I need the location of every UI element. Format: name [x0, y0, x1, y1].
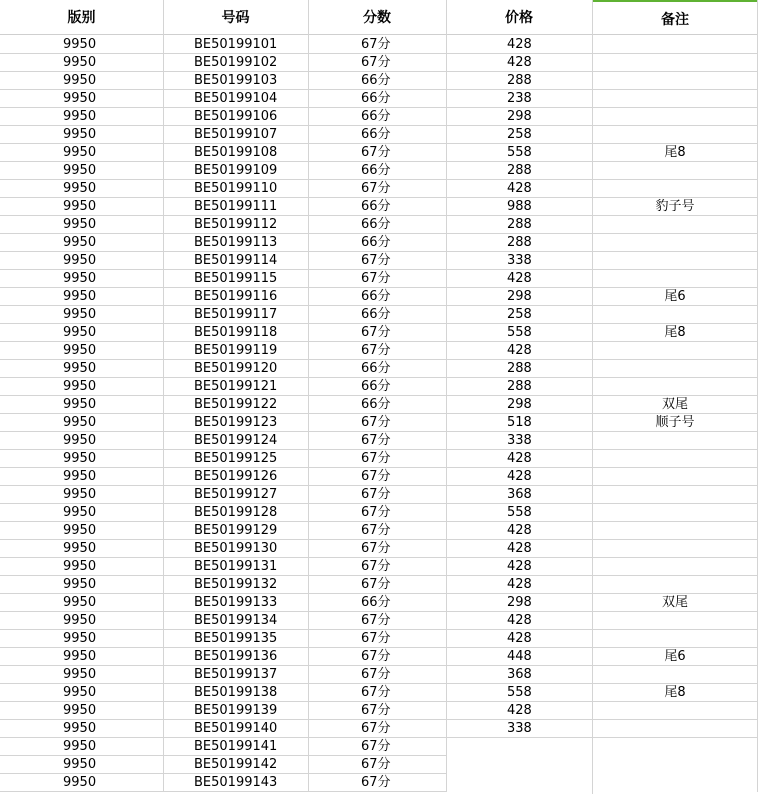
note-cell[interactable]	[592, 522, 758, 540]
number-cell[interactable]: BE50199122	[163, 396, 308, 414]
table-row	[0, 576, 758, 594]
edition-cell[interactable]: 9950	[0, 306, 163, 324]
table-row	[0, 630, 758, 648]
table-row	[0, 414, 758, 432]
edition-cell[interactable]: 9950	[0, 558, 163, 576]
number-cell[interactable]: BE50199139	[163, 702, 308, 720]
score-cell[interactable]: 67分	[308, 576, 446, 594]
note-cell[interactable]: 尾6	[592, 288, 758, 306]
number-cell[interactable]: BE50199118	[163, 324, 308, 342]
note-cell[interactable]	[592, 252, 758, 270]
note-cell[interactable]: 尾6	[592, 648, 758, 666]
score-cell[interactable]: 67分	[308, 270, 446, 288]
note-cell[interactable]	[592, 666, 758, 684]
edition-cell[interactable]: 9950	[0, 576, 163, 594]
note-cell[interactable]	[592, 540, 758, 558]
note-cell[interactable]	[592, 756, 758, 774]
price-cell[interactable]: 428	[446, 450, 592, 468]
score-cell[interactable]: 67分	[308, 468, 446, 486]
price-cell[interactable]: 558	[446, 144, 592, 162]
score-cell[interactable]: 66分	[308, 594, 446, 612]
price-cell[interactable]: 338	[446, 432, 592, 450]
edition-cell[interactable]: 9950	[0, 630, 163, 648]
edition-cell[interactable]: 9950	[0, 684, 163, 702]
header-row	[0, 0, 758, 36]
table-row	[0, 774, 758, 792]
number-cell[interactable]: BE50199104	[163, 90, 308, 108]
number-cell[interactable]: BE50199133	[163, 594, 308, 612]
price-cell[interactable]: 428	[446, 612, 592, 630]
table-row	[0, 666, 758, 684]
score-cell[interactable]: 67分	[308, 522, 446, 540]
score-cell[interactable]: 67分	[308, 252, 446, 270]
score-cell[interactable]: 67分	[308, 342, 446, 360]
edition-cell[interactable]: 9950	[0, 252, 163, 270]
score-cell[interactable]: 67分	[308, 486, 446, 504]
price-cell[interactable]: 288	[446, 72, 592, 90]
table-row	[0, 234, 758, 252]
number-cell[interactable]: BE50199138	[163, 684, 308, 702]
grid-divider	[592, 738, 593, 794]
score-cell[interactable]: 66分	[308, 378, 446, 396]
grid-divider	[446, 0, 447, 792]
table-row	[0, 288, 758, 306]
number-cell[interactable]: BE50199125	[163, 450, 308, 468]
note-cell[interactable]: 豹子号	[592, 198, 758, 216]
note-cell[interactable]	[592, 774, 758, 792]
edition-cell[interactable]: 9950	[0, 360, 163, 378]
header-edition[interactable]: 版别	[0, 0, 163, 35]
note-cell[interactable]	[592, 72, 758, 90]
edition-cell[interactable]: 9950	[0, 234, 163, 252]
score-cell[interactable]: 67分	[308, 54, 446, 72]
score-cell[interactable]: 66分	[308, 288, 446, 306]
score-cell[interactable]: 66分	[308, 198, 446, 216]
note-cell[interactable]: 双尾	[592, 396, 758, 414]
number-cell[interactable]: BE50199135	[163, 630, 308, 648]
note-cell[interactable]	[592, 360, 758, 378]
number-cell[interactable]: BE50199109	[163, 162, 308, 180]
note-cell[interactable]	[592, 216, 758, 234]
price-cell[interactable]: 368	[446, 486, 592, 504]
number-cell[interactable]: BE50199111	[163, 198, 308, 216]
edition-cell[interactable]: 9950	[0, 162, 163, 180]
price-cell[interactable]: 428	[446, 540, 592, 558]
note-cell[interactable]	[592, 702, 758, 720]
number-cell[interactable]: BE50199129	[163, 522, 308, 540]
edition-cell[interactable]: 9950	[0, 180, 163, 198]
price-cell[interactable]: 338	[446, 252, 592, 270]
score-cell[interactable]: 66分	[308, 72, 446, 90]
score-cell[interactable]: 67分	[308, 504, 446, 522]
price-cell[interactable]: 288	[446, 234, 592, 252]
note-cell[interactable]	[592, 630, 758, 648]
score-cell[interactable]: 66分	[308, 216, 446, 234]
header-price[interactable]: 价格	[446, 0, 592, 35]
note-cell[interactable]	[592, 720, 758, 738]
score-cell[interactable]: 67分	[308, 36, 446, 54]
number-cell[interactable]: BE50199115	[163, 270, 308, 288]
price-cell[interactable]	[446, 774, 592, 792]
note-cell[interactable]	[592, 36, 758, 54]
price-cell[interactable]: 428	[446, 180, 592, 198]
price-cell[interactable]: 428	[446, 522, 592, 540]
grid-divider	[592, 0, 593, 738]
edition-cell[interactable]: 9950	[0, 126, 163, 144]
number-cell[interactable]: BE50199132	[163, 576, 308, 594]
number-cell[interactable]: BE50199103	[163, 72, 308, 90]
table-row	[0, 702, 758, 720]
header-note[interactable]: 备注	[592, 0, 758, 35]
edition-cell[interactable]: 9950	[0, 468, 163, 486]
edition-cell[interactable]: 9950	[0, 216, 163, 234]
edition-cell[interactable]: 9950	[0, 432, 163, 450]
number-cell[interactable]: BE50199120	[163, 360, 308, 378]
note-cell[interactable]	[592, 612, 758, 630]
note-cell[interactable]	[592, 234, 758, 252]
table-row	[0, 504, 758, 522]
edition-cell[interactable]: 9950	[0, 666, 163, 684]
price-cell[interactable]: 258	[446, 126, 592, 144]
table-row	[0, 216, 758, 234]
note-cell[interactable]	[592, 468, 758, 486]
price-cell[interactable]: 428	[446, 342, 592, 360]
edition-cell[interactable]: 9950	[0, 738, 163, 756]
score-cell[interactable]: 67分	[308, 666, 446, 684]
price-cell[interactable]: 288	[446, 378, 592, 396]
number-cell[interactable]: BE50199131	[163, 558, 308, 576]
price-cell[interactable]: 288	[446, 162, 592, 180]
number-cell[interactable]: BE50199117	[163, 306, 308, 324]
table-row	[0, 432, 758, 450]
edition-cell[interactable]: 9950	[0, 648, 163, 666]
number-cell[interactable]: BE50199124	[163, 432, 308, 450]
edition-cell[interactable]: 9950	[0, 612, 163, 630]
score-cell[interactable]: 66分	[308, 306, 446, 324]
note-cell[interactable]	[592, 180, 758, 198]
note-cell[interactable]	[592, 306, 758, 324]
number-cell[interactable]: BE50199128	[163, 504, 308, 522]
note-cell[interactable]: 尾8	[592, 684, 758, 702]
edition-cell[interactable]: 9950	[0, 522, 163, 540]
table-row	[0, 738, 758, 756]
price-cell[interactable]: 238	[446, 90, 592, 108]
score-cell[interactable]: 67分	[308, 144, 446, 162]
table-row	[0, 90, 758, 108]
score-cell[interactable]: 66分	[308, 108, 446, 126]
number-cell[interactable]: BE50199113	[163, 234, 308, 252]
score-cell[interactable]: 66分	[308, 90, 446, 108]
score-cell[interactable]: 66分	[308, 126, 446, 144]
edition-cell[interactable]: 9950	[0, 486, 163, 504]
table-row	[0, 270, 758, 288]
table-row	[0, 180, 758, 198]
number-cell[interactable]: BE50199116	[163, 288, 308, 306]
table-row	[0, 450, 758, 468]
price-cell[interactable]: 428	[446, 468, 592, 486]
price-cell[interactable]: 288	[446, 360, 592, 378]
table-row	[0, 342, 758, 360]
score-cell[interactable]: 67分	[308, 414, 446, 432]
score-cell[interactable]: 66分	[308, 360, 446, 378]
edition-cell[interactable]: 9950	[0, 396, 163, 414]
edition-cell[interactable]: 9950	[0, 36, 163, 54]
score-cell[interactable]: 67分	[308, 630, 446, 648]
number-cell[interactable]: BE50199143	[163, 774, 308, 792]
grid-divider	[163, 0, 164, 792]
edition-cell[interactable]: 9950	[0, 774, 163, 792]
price-cell[interactable]: 298	[446, 288, 592, 306]
table-row	[0, 54, 758, 72]
edition-cell[interactable]: 9950	[0, 90, 163, 108]
edition-cell[interactable]: 9950	[0, 324, 163, 342]
score-cell[interactable]: 67分	[308, 180, 446, 198]
edition-cell[interactable]: 9950	[0, 702, 163, 720]
score-cell[interactable]: 67分	[308, 450, 446, 468]
number-cell[interactable]: BE50199112	[163, 216, 308, 234]
note-cell[interactable]	[592, 378, 758, 396]
number-cell[interactable]: BE50199107	[163, 126, 308, 144]
table-row	[0, 648, 758, 666]
note-cell[interactable]	[592, 558, 758, 576]
price-cell[interactable]: 428	[446, 630, 592, 648]
number-cell[interactable]: BE50199141	[163, 738, 308, 756]
table-row	[0, 324, 758, 342]
table-row	[0, 306, 758, 324]
note-cell[interactable]	[592, 504, 758, 522]
price-cell[interactable]: 298	[446, 594, 592, 612]
table-row	[0, 756, 758, 774]
price-cell[interactable]	[446, 756, 592, 774]
score-cell[interactable]: 67分	[308, 432, 446, 450]
note-cell[interactable]	[592, 432, 758, 450]
price-cell[interactable]: 338	[446, 720, 592, 738]
price-cell[interactable]: 558	[446, 504, 592, 522]
price-cell[interactable]	[446, 738, 592, 756]
price-cell[interactable]: 298	[446, 108, 592, 126]
edition-cell[interactable]: 9950	[0, 144, 163, 162]
score-cell[interactable]: 67分	[308, 702, 446, 720]
price-cell[interactable]: 558	[446, 324, 592, 342]
table-row	[0, 522, 758, 540]
number-cell[interactable]: BE50199114	[163, 252, 308, 270]
number-cell[interactable]: BE50199126	[163, 468, 308, 486]
table-row	[0, 162, 758, 180]
number-cell[interactable]: BE50199123	[163, 414, 308, 432]
number-cell[interactable]: BE50199127	[163, 486, 308, 504]
number-cell[interactable]: BE50199140	[163, 720, 308, 738]
number-cell[interactable]: BE50199102	[163, 54, 308, 72]
table-row	[0, 540, 758, 558]
price-cell[interactable]: 518	[446, 414, 592, 432]
price-cell[interactable]: 428	[446, 36, 592, 54]
score-cell[interactable]: 66分	[308, 396, 446, 414]
score-cell[interactable]: 66分	[308, 162, 446, 180]
edition-cell[interactable]: 9950	[0, 108, 163, 126]
note-cell[interactable]	[592, 738, 758, 756]
note-cell[interactable]: 顺子号	[592, 414, 758, 432]
note-cell[interactable]	[592, 126, 758, 144]
table-row	[0, 594, 758, 612]
note-cell[interactable]	[592, 90, 758, 108]
note-cell[interactable]: 双尾	[592, 594, 758, 612]
table-row	[0, 72, 758, 90]
price-cell[interactable]: 428	[446, 270, 592, 288]
score-cell[interactable]: 67分	[308, 720, 446, 738]
note-cell[interactable]	[592, 108, 758, 126]
number-cell[interactable]: BE50199110	[163, 180, 308, 198]
table-row	[0, 108, 758, 126]
table-row	[0, 126, 758, 144]
note-cell[interactable]	[592, 486, 758, 504]
note-cell[interactable]	[592, 576, 758, 594]
number-cell[interactable]: BE50199142	[163, 756, 308, 774]
price-cell[interactable]: 558	[446, 684, 592, 702]
score-cell[interactable]: 67分	[308, 558, 446, 576]
edition-cell[interactable]: 9950	[0, 288, 163, 306]
edition-cell[interactable]: 9950	[0, 54, 163, 72]
header-score[interactable]: 分数	[308, 0, 446, 35]
edition-cell[interactable]: 9950	[0, 198, 163, 216]
table-row	[0, 360, 758, 378]
number-cell[interactable]: BE50199101	[163, 36, 308, 54]
note-cell[interactable]: 尾8	[592, 324, 758, 342]
price-cell[interactable]: 428	[446, 576, 592, 594]
score-cell[interactable]: 67分	[308, 756, 446, 774]
number-cell[interactable]: BE50199121	[163, 378, 308, 396]
edition-cell[interactable]: 9950	[0, 270, 163, 288]
table-row	[0, 720, 758, 738]
note-cell[interactable]	[592, 54, 758, 72]
number-cell[interactable]: BE50199119	[163, 342, 308, 360]
edition-cell[interactable]: 9950	[0, 720, 163, 738]
table-row	[0, 612, 758, 630]
edition-cell[interactable]: 9950	[0, 342, 163, 360]
table-row	[0, 144, 758, 162]
note-cell[interactable]	[592, 270, 758, 288]
edition-cell[interactable]: 9950	[0, 504, 163, 522]
number-cell[interactable]: BE50199136	[163, 648, 308, 666]
table-row	[0, 396, 758, 414]
score-cell[interactable]: 67分	[308, 612, 446, 630]
score-cell[interactable]: 66分	[308, 234, 446, 252]
price-cell[interactable]: 428	[446, 558, 592, 576]
score-cell[interactable]: 67分	[308, 648, 446, 666]
edition-cell[interactable]: 9950	[0, 72, 163, 90]
number-cell[interactable]: BE50199108	[163, 144, 308, 162]
table-row	[0, 486, 758, 504]
edition-cell[interactable]: 9950	[0, 540, 163, 558]
table-row	[0, 468, 758, 486]
price-cell[interactable]: 288	[446, 216, 592, 234]
edition-cell[interactable]: 9950	[0, 378, 163, 396]
edition-cell[interactable]: 9950	[0, 594, 163, 612]
number-cell[interactable]: BE50199134	[163, 612, 308, 630]
table-row	[0, 36, 758, 54]
note-cell[interactable]: 尾8	[592, 144, 758, 162]
note-cell[interactable]	[592, 342, 758, 360]
table-row	[0, 558, 758, 576]
table-row	[0, 378, 758, 396]
price-cell[interactable]: 988	[446, 198, 592, 216]
number-cell[interactable]: BE50199106	[163, 108, 308, 126]
score-cell[interactable]: 67分	[308, 738, 446, 756]
note-cell[interactable]	[592, 450, 758, 468]
grid-divider	[308, 0, 309, 792]
edition-cell[interactable]: 9950	[0, 756, 163, 774]
price-cell[interactable]: 428	[446, 702, 592, 720]
number-cell[interactable]: BE50199130	[163, 540, 308, 558]
score-cell[interactable]: 67分	[308, 774, 446, 792]
header-number[interactable]: 号码	[163, 0, 308, 35]
edition-cell[interactable]: 9950	[0, 414, 163, 432]
edition-cell[interactable]: 9950	[0, 450, 163, 468]
score-cell[interactable]: 67分	[308, 684, 446, 702]
table-row	[0, 252, 758, 270]
number-cell[interactable]: BE50199137	[163, 666, 308, 684]
price-cell[interactable]: 368	[446, 666, 592, 684]
note-cell[interactable]	[592, 162, 758, 180]
price-cell[interactable]: 258	[446, 306, 592, 324]
score-cell[interactable]: 67分	[308, 324, 446, 342]
score-cell[interactable]: 67分	[308, 540, 446, 558]
table-row	[0, 684, 758, 702]
table-row	[0, 198, 758, 216]
price-cell[interactable]: 298	[446, 396, 592, 414]
price-cell[interactable]: 448	[446, 648, 592, 666]
price-cell[interactable]: 428	[446, 54, 592, 72]
